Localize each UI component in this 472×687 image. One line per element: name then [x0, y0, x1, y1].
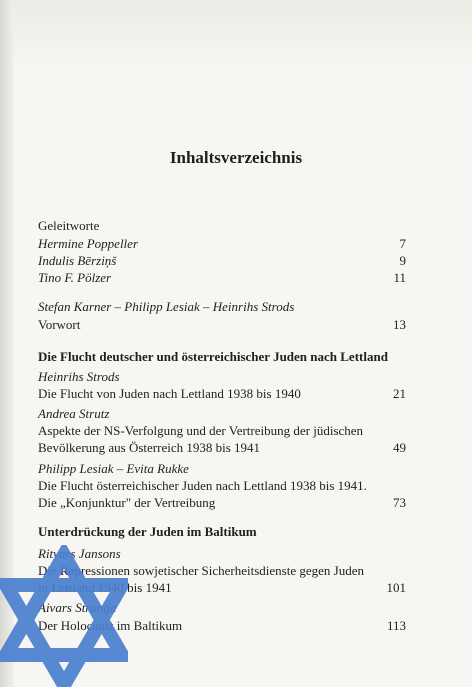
toc-entry[interactable]	[38, 493, 406, 513]
section-heading-text: Unterdrückung der Juden im Baltikum	[38, 524, 257, 539]
toc-chapter-title: Vorwort	[38, 317, 81, 332]
toc-author: Philipp Lesiak – Evita Rukke	[38, 461, 189, 476]
page-number: 7	[399, 236, 406, 251]
toc-entry[interactable]	[38, 268, 406, 288]
toc-author: Ritvars Jansons	[38, 546, 121, 561]
toc-chapter-title: Die Flucht österreichischer Juden nach Lettland 1938 bis 1941.	[38, 478, 367, 493]
page-number: 21	[393, 386, 406, 401]
toc-section-heading[interactable]	[38, 347, 406, 367]
toc-chapter-title: Aspekte der NS-Verfolgung und der Vertreibung der jüdischen	[38, 423, 364, 438]
page-number: 73	[393, 495, 406, 510]
bleed-through-area	[0, 0, 472, 70]
toc-author: Andrea Strutz	[38, 406, 110, 421]
toc-author: Hermine Poppeller	[38, 236, 139, 251]
toc-author: Aivars Stranga	[38, 600, 117, 615]
toc-chapter-title: Die Flucht von Juden nach Lettland 1938 bis 1940	[38, 386, 301, 401]
toc-line-geleitworte[interactable]	[38, 216, 406, 236]
page-number: 49	[393, 440, 406, 455]
toc-author-line	[38, 297, 406, 317]
toc-entry[interactable]	[38, 438, 406, 458]
toc-chapter-title: Der Holocaust im Baltikum	[38, 618, 183, 633]
toc-heading: Geleitworte	[38, 218, 100, 233]
toc-section-heading[interactable]	[38, 522, 406, 542]
section-heading-text: Die Flucht deutscher und österreichischer Juden nach Lettland	[38, 349, 388, 364]
toc-author: Heinrihs Strods	[38, 369, 120, 384]
page-number: 101	[386, 580, 406, 595]
star-of-david-icon	[0, 545, 128, 687]
toc-author: Stefan Karner – Philipp Lesiak – Heinrihs Strods	[38, 299, 295, 314]
page-title: Inhaltsverzeichnis	[169, 148, 303, 167]
toc-author: Indulis Bērziņš	[38, 253, 117, 268]
page-number: 11	[393, 270, 406, 285]
page-number: 13	[393, 317, 406, 332]
toc-chapter-title: Die „Konjunktur" der Vertreibung	[38, 495, 216, 510]
toc-entry[interactable]	[38, 384, 406, 404]
toc-chapter-title: Die Repressionen sowjetischer Sicherheitsdienste gegen Juden	[38, 563, 364, 578]
page-number: 113	[386, 618, 406, 633]
toc-chapter-title: Bevölkerung aus Österreich 1938 bis 1941	[38, 440, 261, 455]
toc-entry[interactable]	[38, 315, 406, 335]
toc-chapter-title: in Lettland 1940 bis 1941	[38, 580, 172, 595]
page-number: 9	[399, 253, 406, 268]
toc-author: Tino F. Pölzer	[38, 270, 112, 285]
